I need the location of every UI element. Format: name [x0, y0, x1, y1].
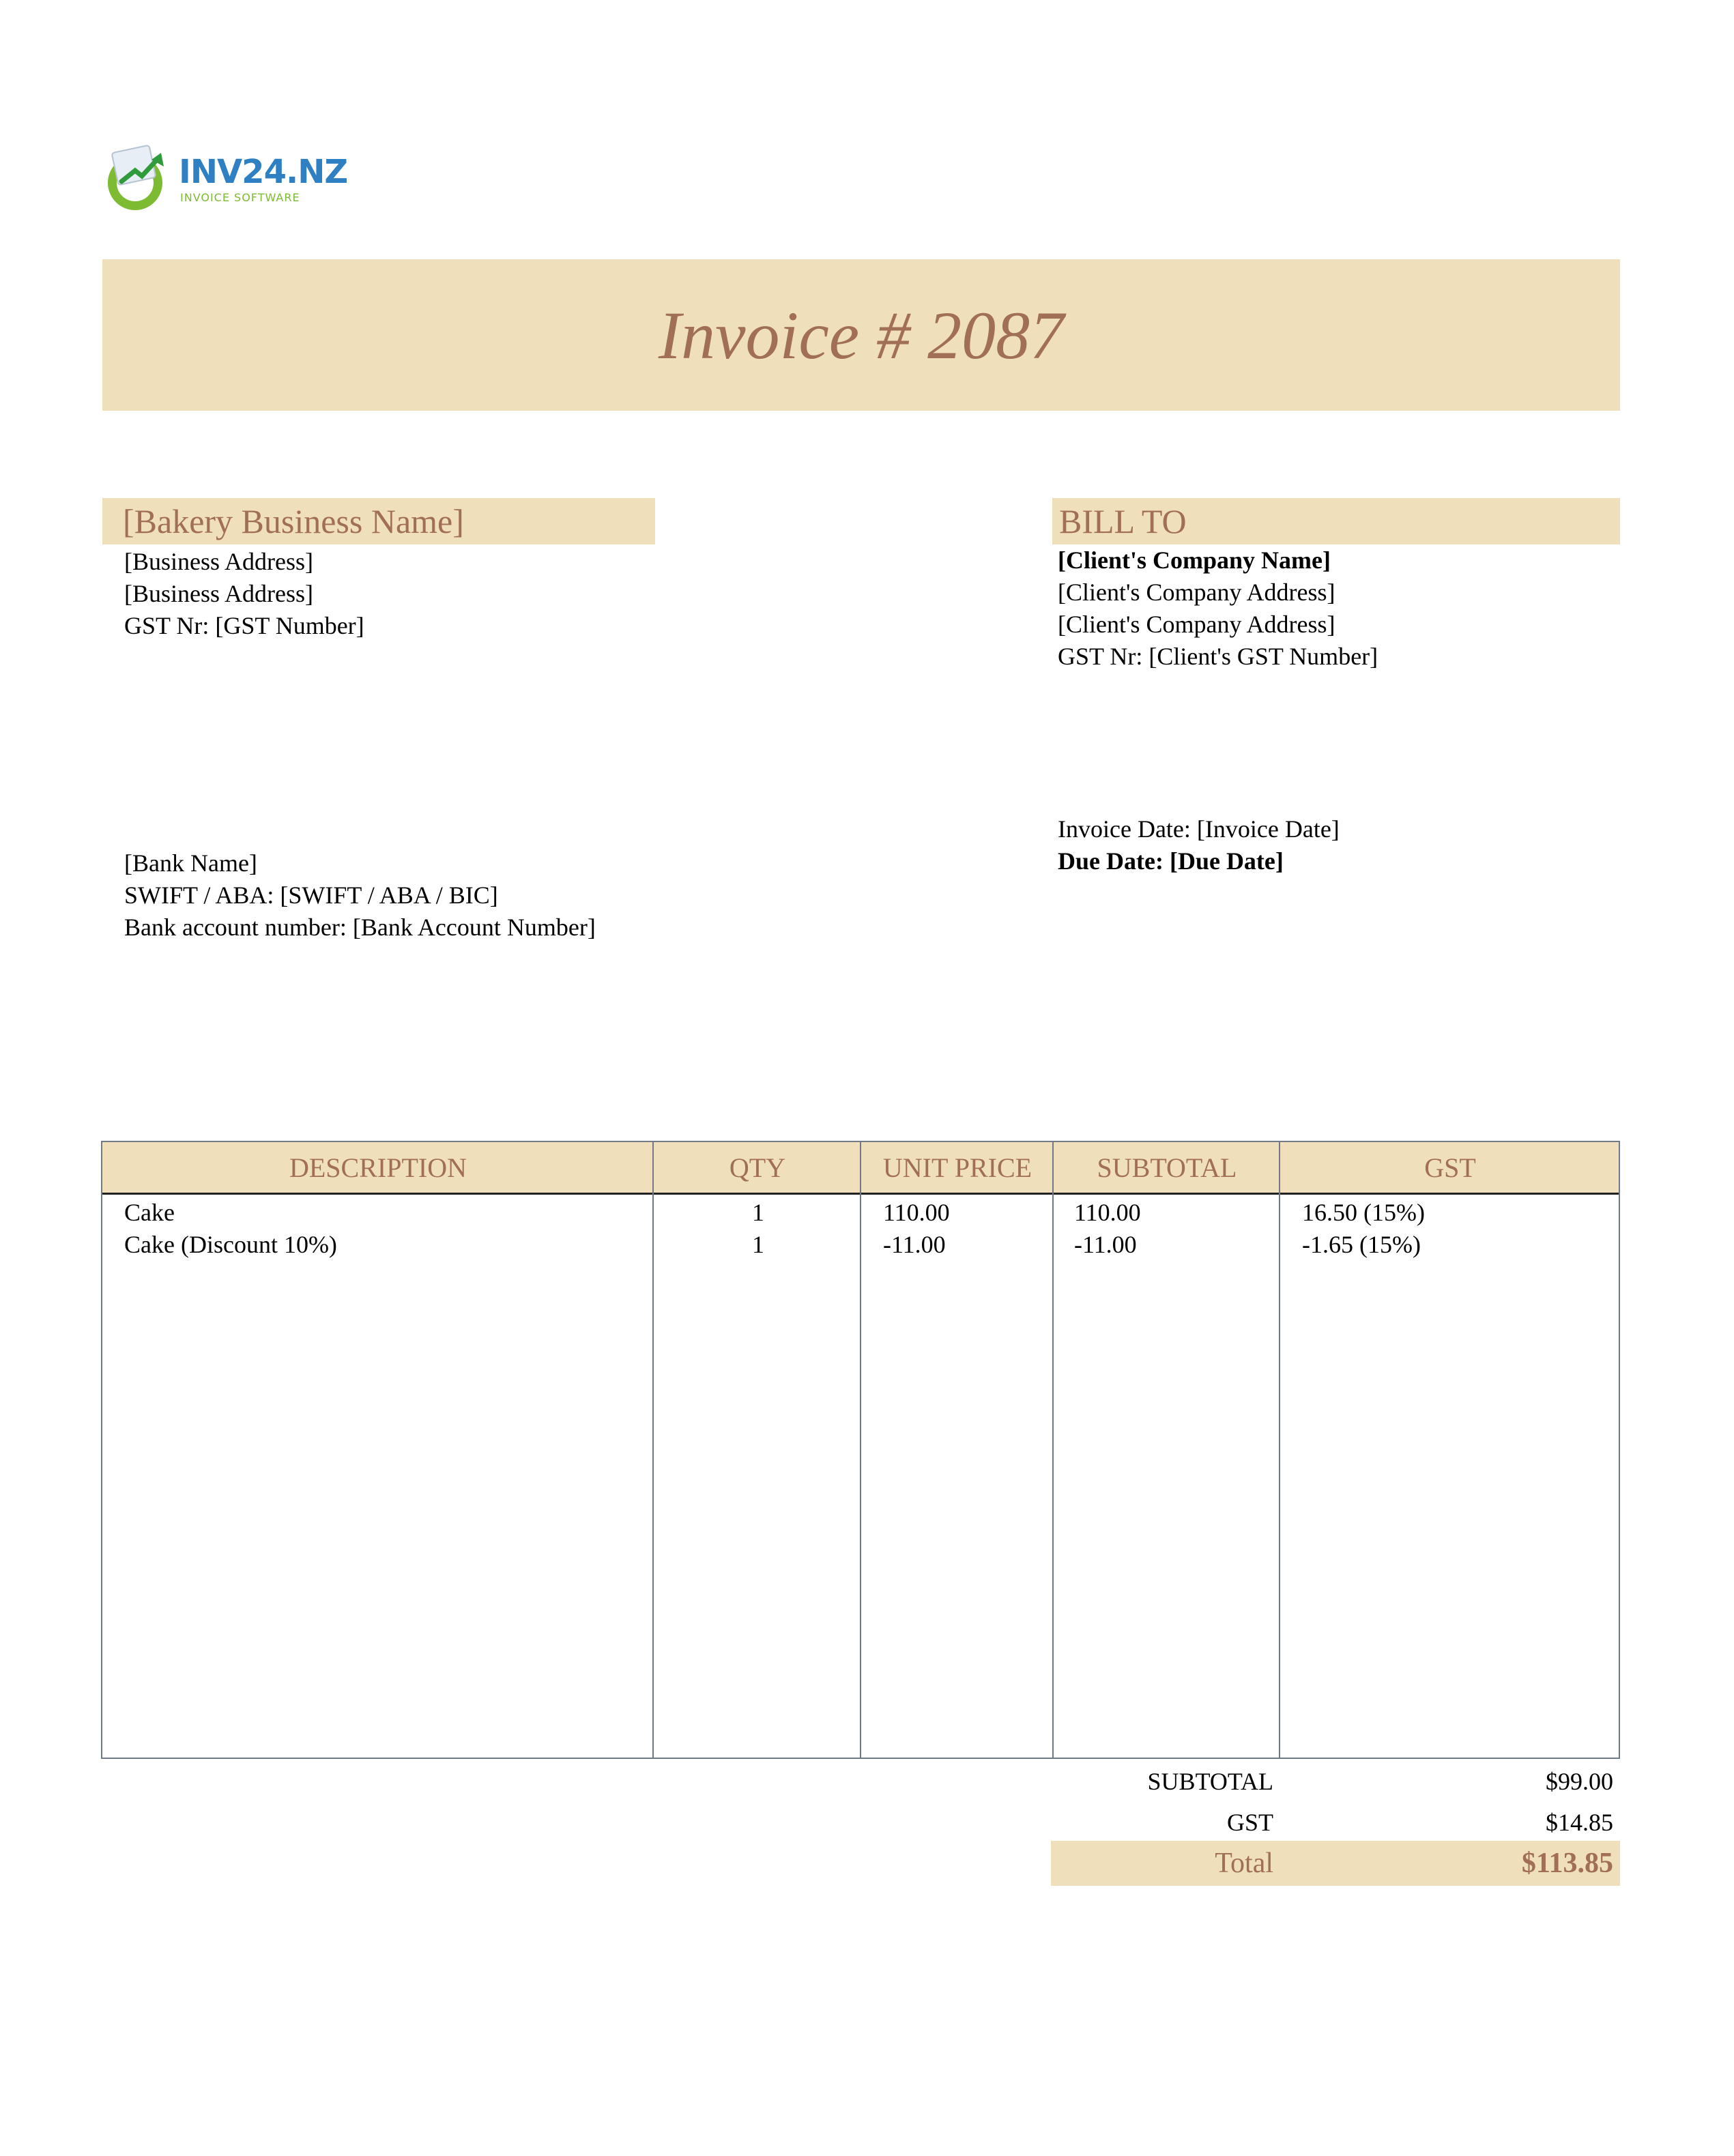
col-header-description: DESCRIPTION	[289, 1152, 467, 1183]
invoice-title-banner	[102, 259, 1620, 411]
due-date: Due Date: [Due Date]	[1058, 847, 1284, 875]
row-2-subtotal: -11.00	[1074, 1231, 1137, 1258]
row-1-subtotal: 110.00	[1074, 1199, 1141, 1226]
invoice-title: Invoice # 2087	[658, 297, 1065, 373]
row-2-gst: -1.65 (15%)	[1302, 1231, 1421, 1258]
col-header-subtotal: SUBTOTAL	[1097, 1152, 1237, 1183]
row-1-description: Cake	[124, 1199, 175, 1226]
subtotal-label: SUBTOTAL	[1147, 1768, 1273, 1795]
row-1-gst: 16.50 (15%)	[1302, 1199, 1425, 1226]
col-header-gst: GST	[1424, 1152, 1476, 1183]
bill-to-heading: BILL TO	[1052, 498, 1620, 544]
invoice-date: Invoice Date: [Invoice Date]	[1058, 815, 1340, 843]
bank-details	[124, 847, 596, 944]
client-address-1: [Client's Company Address]	[1058, 579, 1335, 606]
column-divider	[652, 1142, 654, 1758]
business-name: [Bakery Business Name]	[102, 498, 655, 544]
row-2-qty: 1	[752, 1231, 764, 1258]
business-address-1: [Business Address]	[124, 548, 313, 575]
logo-mark-icon	[102, 143, 173, 212]
col-header-qty: QTY	[729, 1152, 786, 1183]
row-2-unit-price: -11.00	[883, 1231, 946, 1258]
business-gst: GST Nr: [GST Number]	[124, 612, 364, 639]
total-label: Total	[1215, 1848, 1273, 1879]
gst-total-label: GST	[1226, 1809, 1273, 1836]
logo-name: INV24.NZ	[179, 153, 348, 191]
business-details	[124, 546, 364, 642]
bill-to-details	[1058, 544, 1378, 673]
logo-tagline: INVOICE SOFTWARE	[180, 191, 300, 204]
bank-account: Bank account number: [Bank Account Number]	[124, 914, 596, 941]
col-header-unit-price: UNIT PRICE	[882, 1152, 1032, 1183]
column-divider	[1052, 1142, 1054, 1758]
client-address-2: [Client's Company Address]	[1058, 611, 1335, 638]
line-items-table	[101, 1141, 1620, 1759]
row-1-qty: 1	[752, 1199, 764, 1226]
bank-swift: SWIFT / ABA: [SWIFT / ABA / BIC]	[124, 882, 498, 909]
invoice-dates	[1058, 813, 1340, 877]
row-2-description: Cake (Discount 10%)	[124, 1231, 337, 1258]
grand-total-bar	[1051, 1841, 1620, 1886]
bank-name: [Bank Name]	[124, 849, 257, 877]
client-gst: GST Nr: [Client's GST Number]	[1058, 643, 1378, 670]
gst-total-value: $14.85	[1546, 1809, 1613, 1836]
total-value: $113.85	[1521, 1848, 1613, 1879]
client-company-name: [Client's Company Name]	[1058, 547, 1331, 574]
subtotal-value: $99.00	[1546, 1768, 1613, 1795]
row-1-unit-price: 110.00	[883, 1199, 950, 1226]
company-logo	[102, 143, 348, 212]
column-divider	[860, 1142, 861, 1758]
business-address-2: [Business Address]	[124, 580, 313, 607]
column-divider	[1279, 1142, 1280, 1758]
